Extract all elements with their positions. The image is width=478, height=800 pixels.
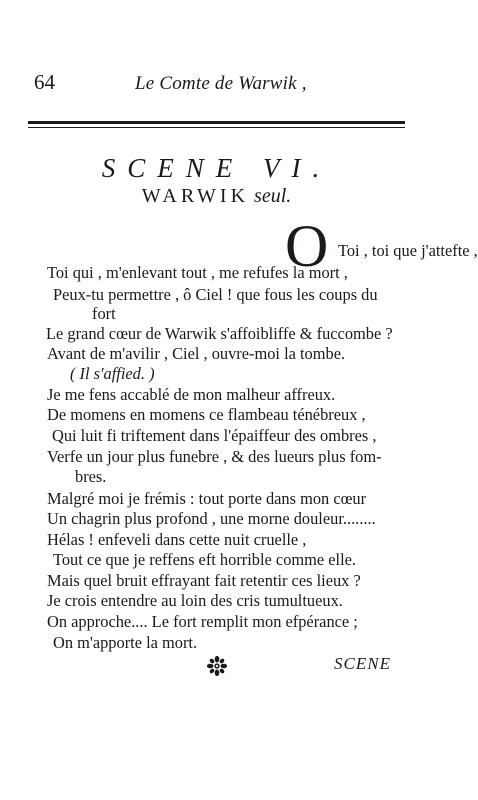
catchword: SCENE — [334, 654, 391, 673]
scene-title: SCENE VI. — [101, 153, 332, 183]
verse-line: Mais quel bruit effrayant fait retentir ces lieux ? — [47, 571, 361, 590]
verse-line: Je me fens accablé de mon malheur affreux. — [47, 385, 336, 404]
speaker-heading — [0, 185, 433, 208]
verse-line: Toi , toi que j'attefte , — [338, 241, 478, 260]
verse-line: Je crois entendre au loin des cris tumultueux. — [47, 591, 343, 610]
verse-line: Peux-tu permettre , ô Ciel ! que fous les coups du — [53, 285, 378, 304]
header-rule-thick — [28, 121, 405, 124]
verse-line: Le grand cœur de Warwik s'affoibliffe & fuccombe ? — [46, 324, 393, 343]
header-rule-thin — [28, 127, 405, 128]
verse-line: Malgré moi je frémis : tout porte dans mon cœur — [47, 489, 367, 508]
verse-line: Avant de m'avilir , Ciel , ouvre-moi la tombe. — [47, 344, 346, 363]
speaker-note: seul. — [254, 185, 292, 207]
speaker-name: WARWIK — [141, 185, 250, 207]
verse-line: Qui luit fi triftement dans l'épaiffeur des ombres , — [52, 426, 377, 445]
page-number: 64 — [34, 70, 55, 94]
verse-line: fort — [92, 304, 116, 323]
verse-line: Verfe un jour plus funebre , & des lueurs plus fom- — [47, 447, 382, 466]
stage-direction-text: ( Il s'affied. ) — [70, 364, 155, 383]
verse-line: Toi qui , m'enlevant tout , me refufes la mort , — [47, 263, 348, 282]
verse-line: bres. — [75, 467, 107, 486]
verse-line: On approche.... Le fort remplit mon efpérance ; — [47, 612, 358, 631]
drop-cap: O — [285, 213, 329, 279]
running-head: Le Comte de Warwik , — [135, 73, 307, 94]
verse-line: Hélas ! enfeveli dans cette nuit cruelle , — [47, 530, 307, 549]
verse-line: De momens en momens ce flambeau ténébreux , — [47, 405, 366, 424]
verse-line: Un chagrin plus profond , une morne douleur........ — [47, 509, 376, 528]
floral-ornament-icon — [206, 655, 228, 677]
stage-direction — [70, 366, 155, 382]
verse-line: Tout ce que je reffens eft horrible comme elle. — [53, 550, 357, 569]
verse-line: On m'apporte la mort. — [53, 633, 198, 652]
